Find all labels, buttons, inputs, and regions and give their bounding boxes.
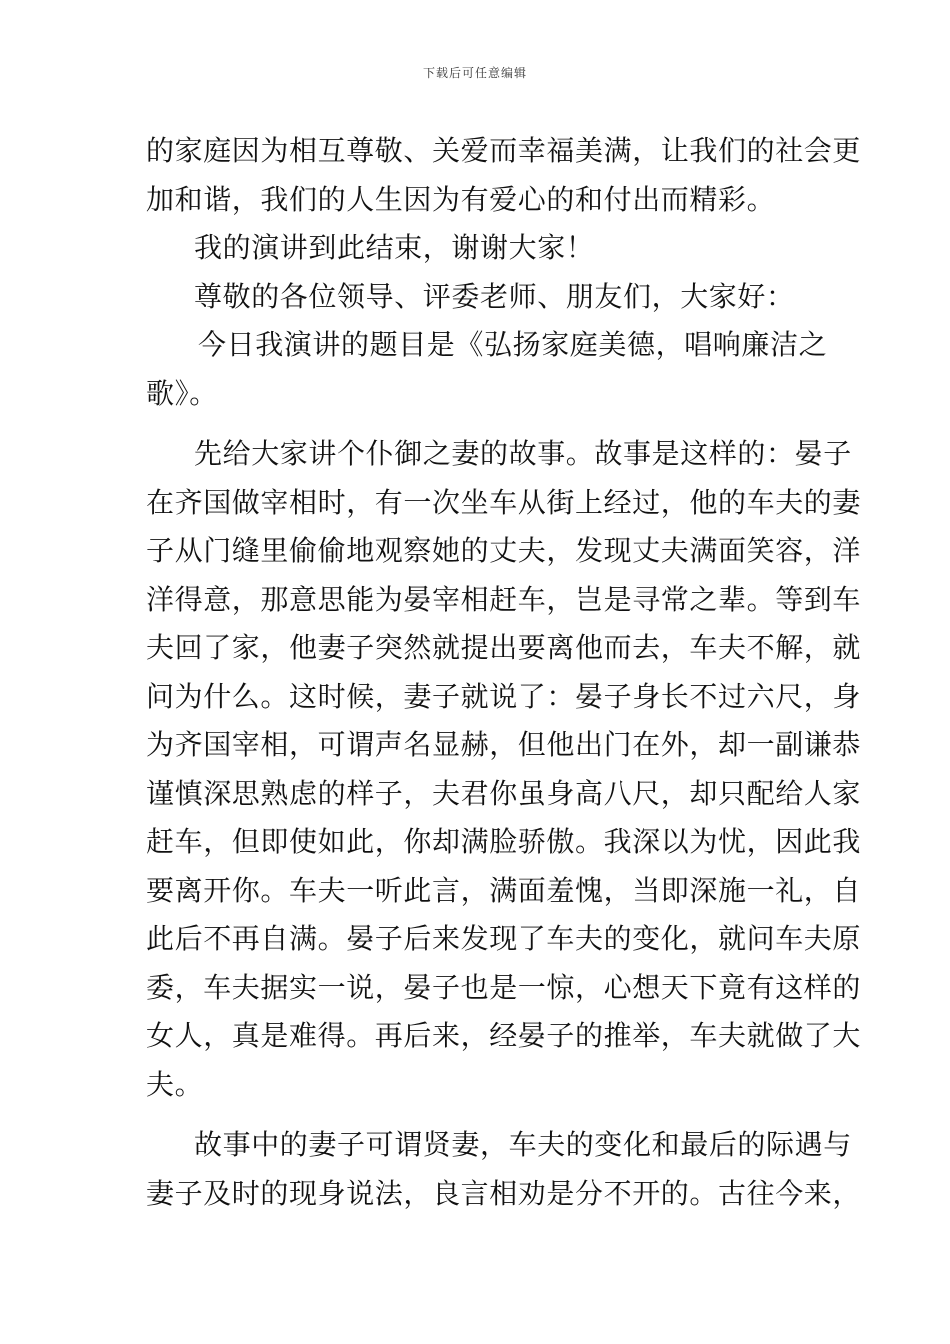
text-line: 洋得意，那意思能为晏宰相赶车，岂是寻常之辈。等到车 [146, 582, 862, 616]
text-line: 夫。 [146, 1067, 204, 1101]
text-line: 加和谐，我们的人生因为有爱心的和付出而精彩。 [146, 182, 776, 216]
text-line: 问为什么。这时候，妻子就说了：晏子身长不过六尺，身 [146, 679, 862, 713]
text-line: 此后不再自满。晏子后来发现了车夫的变化，就问车夫原 [146, 922, 862, 955]
text-line: 尊敬的各位领导、评委老师、朋友们，大家好： [194, 279, 795, 313]
text-line: 要离开你。车夫一听此言，满面羞愧，当即深施一礼，自 [146, 873, 862, 907]
paragraph-gap [146, 418, 810, 430]
text-line: 谨慎深思熟虑的样子，夫君你虽身高八尺，却只配给人家 [146, 776, 862, 810]
text-line: 在齐国做宰相时，有一次坐车从街上经过，他的车夫的妻 [146, 485, 862, 519]
text-line: 今日我演讲的题目是《弘扬家庭美德，唱响廉洁之 [198, 328, 828, 361]
text-line: 夫回了家，他妻子突然就提出要离他而去，车夫不解，就 [146, 631, 862, 664]
text-line: 歌》。 [146, 376, 218, 410]
paragraph-gap [146, 1109, 810, 1121]
text-line: 我的演讲到此结束，谢谢大家！ [194, 231, 595, 264]
text-line: 子从门缝里偷偷地观察她的丈夫，发现丈夫满面笑容，洋 [146, 534, 862, 567]
text-line: 妻子及时的现身说法，良言相劝是分不开的。古往今来， [146, 1176, 862, 1210]
text-line: 先给大家讲个仆御之妻的故事。故事是这样的：晏子 [194, 437, 852, 470]
text-line: 女人，真是难得。再后来，经晏子的推举，车夫就做了大 [146, 1019, 862, 1052]
text-line: 故事中的妻子可谓贤妻，车夫的变化和最后的际遇与 [194, 1128, 852, 1161]
text-line: 为齐国宰相，可谓声名显赫，但他出门在外，却一副谦恭 [146, 728, 862, 761]
text-line: 赶车，但即使如此，你却满脸骄傲。我深以为忧，因此我 [146, 825, 862, 858]
text-line: 的家庭因为相互尊敬、关爱而幸福美满，让我们的社会更 [146, 134, 862, 167]
document-body [146, 127, 862, 1218]
page-header: 下载后可任意编辑 [422, 66, 527, 80]
text-line: 委，车夫据实一说，晏子也是一惊，心想天下竟有这样的 [146, 970, 862, 1004]
